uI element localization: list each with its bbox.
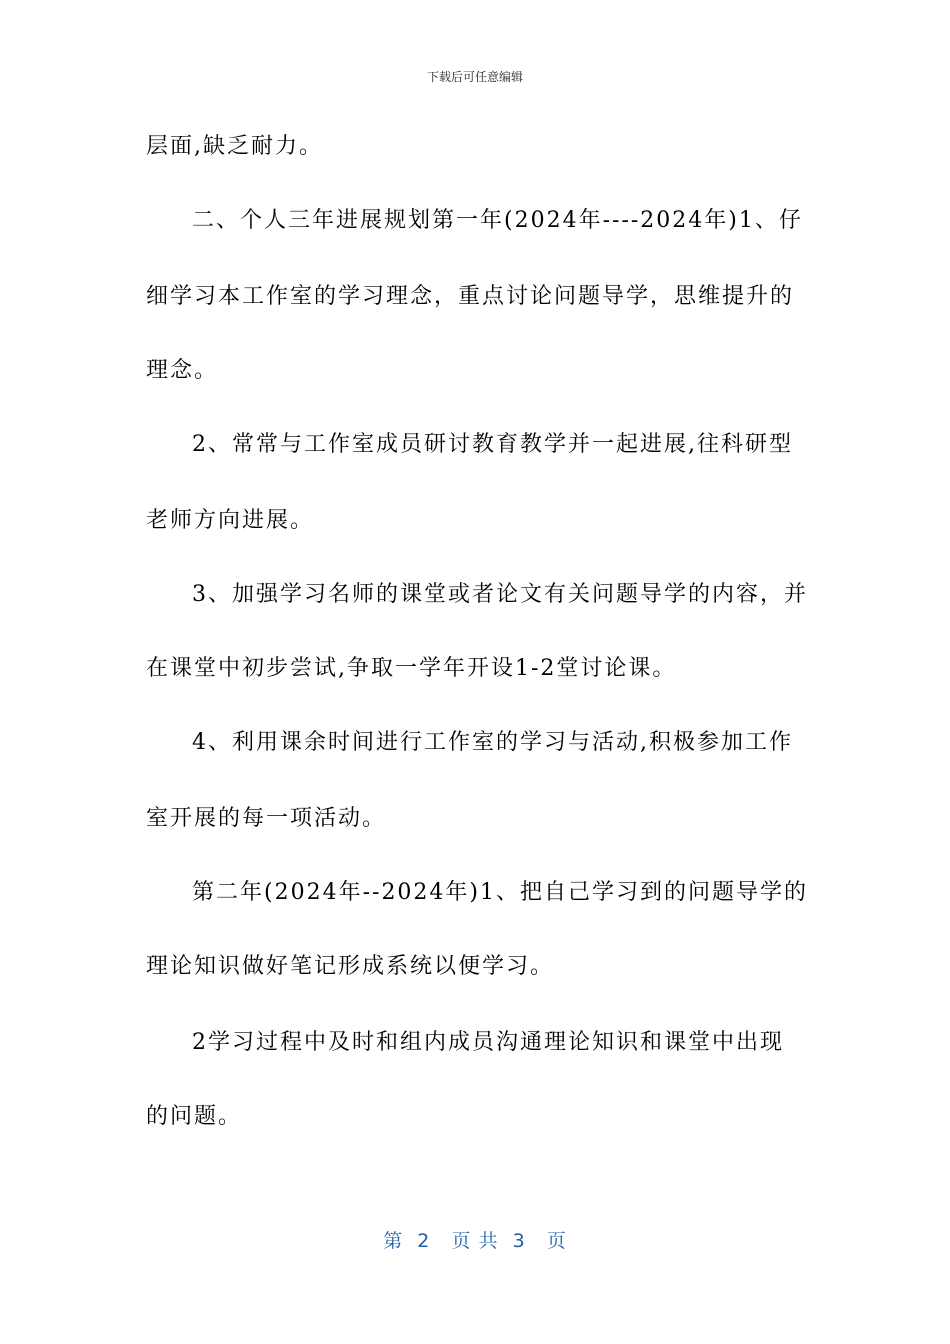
text-line-12: 理论知识做好笔记形成系统以便学习。 xyxy=(146,954,555,979)
page-header: 下载后可任意编辑 xyxy=(426,70,523,84)
page-footer: 第 2 页 共 3 页 xyxy=(383,1230,567,1252)
text-line-5: 2、常常与工作室成员研讨教育教学并一起进展,往科研型 xyxy=(192,432,793,457)
text-line-7: 3、加强学习名师的课堂或者论文有关问题导学的内容，并 xyxy=(192,582,808,607)
text-line-3: 细学习本工作室的学习理念，重点讨论问题导学，思维提升的 xyxy=(146,284,795,309)
text-line-8: 在课堂中初步尝试,争取一学年开设1-2堂讨论课。 xyxy=(146,656,677,681)
text-line-2: 二、个人三年进展规划第一年(2024年----2024年)1、仔 xyxy=(192,208,803,233)
text-line-4: 理念。 xyxy=(146,358,219,383)
text-line-9: 4、利用课余时间进行工作室的学习与活动,积极参加工作 xyxy=(192,730,793,755)
text-line-11: 第二年(2024年--2024年)1、把自己学习到的问题导学的 xyxy=(192,880,809,905)
text-line-14: 的问题。 xyxy=(146,1104,243,1129)
text-line-10: 室开展的每一项活动。 xyxy=(146,806,387,831)
text-line-6: 老师方向进展。 xyxy=(146,508,315,533)
text-line-13: 2学习过程中及时和组内成员沟通理论知识和课堂中出现 xyxy=(192,1030,784,1055)
text-line-1: 层面,缺乏耐力。 xyxy=(146,134,323,159)
